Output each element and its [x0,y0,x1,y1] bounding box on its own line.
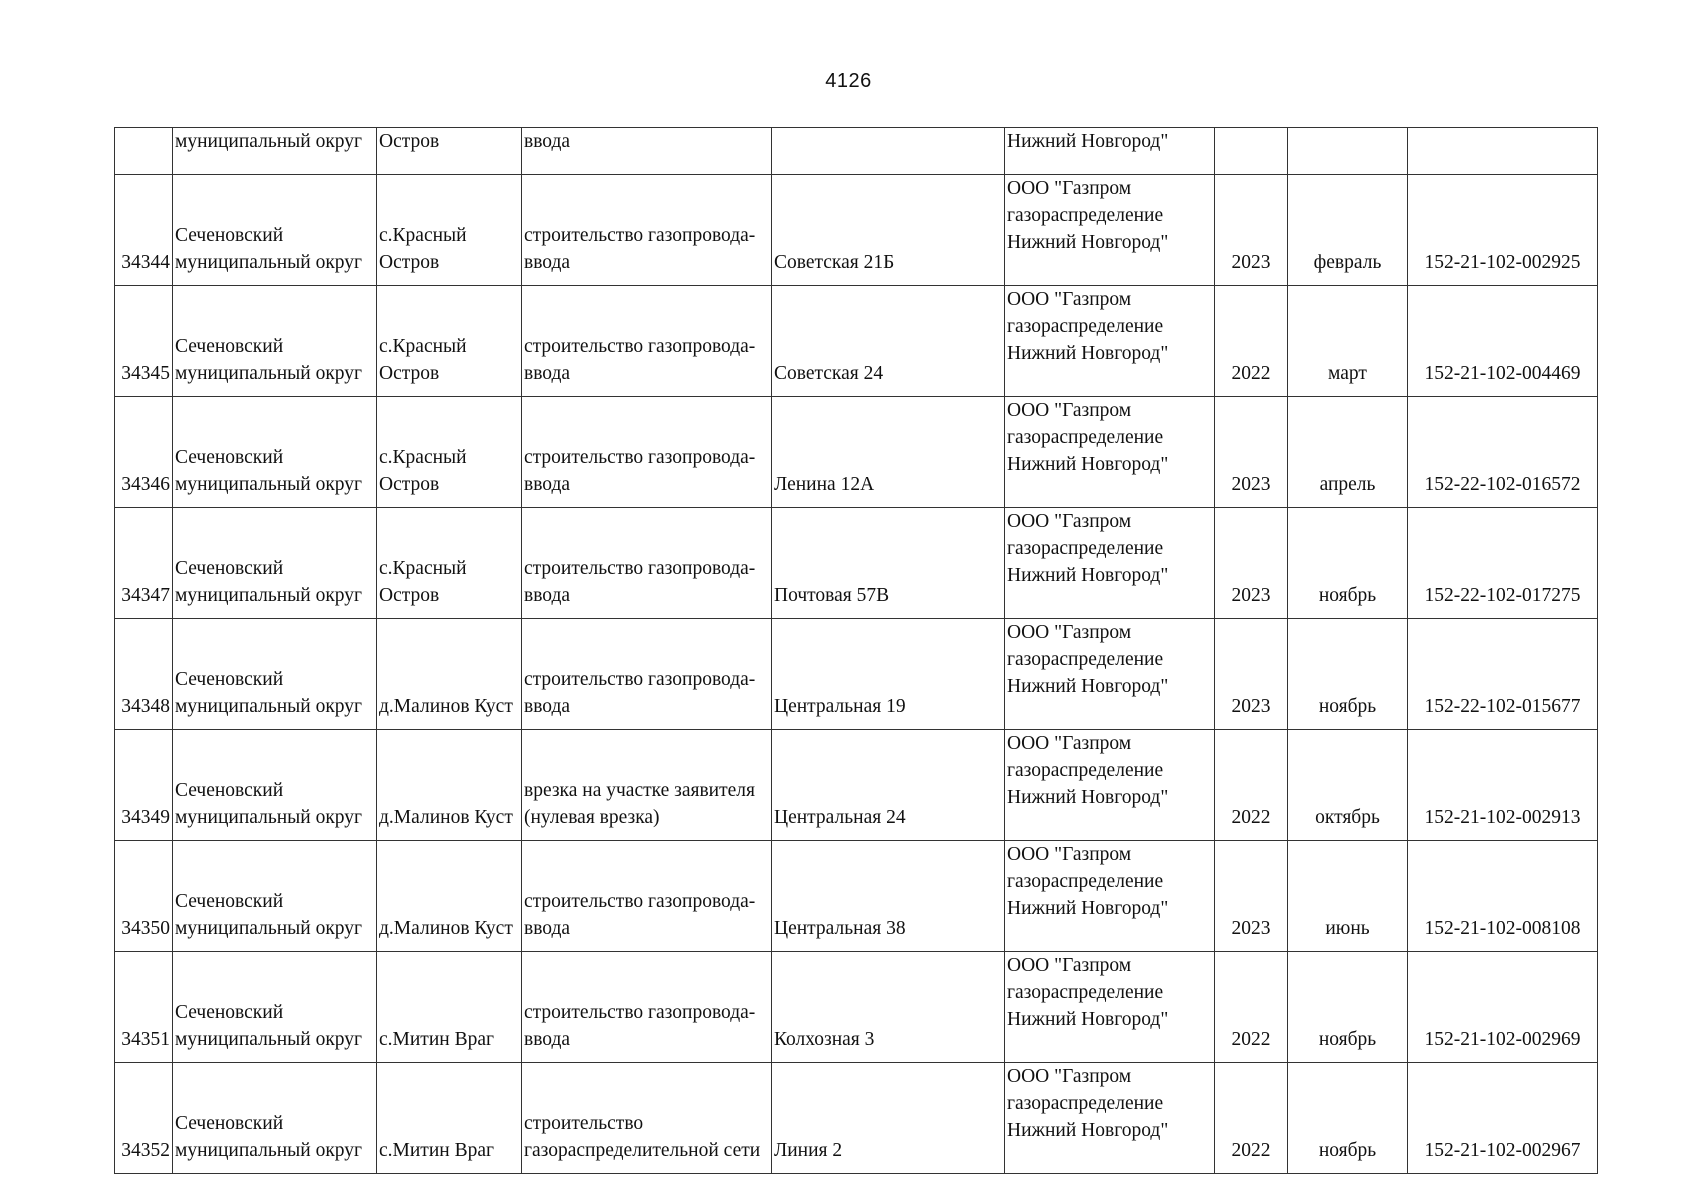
month-cell: апрель [1288,397,1408,508]
organization-cell: ООО "Газпром газораспределение Нижний Новгород" [1005,730,1215,841]
table-row [115,841,1598,952]
table-row [115,730,1598,841]
year-cell: 2022 [1215,952,1288,1063]
district-cell: Сеченовский муниципальный округ [173,286,377,397]
work-type-cell: строительство газопровода- ввода [522,952,772,1063]
month-cell [1288,128,1408,175]
settlement-cell: д.Малинов Куст [377,841,522,952]
settlement-cell: д.Малинов Куст [377,619,522,730]
organization-cell: ООО "Газпром газораспределение Нижний Новгород" [1005,397,1215,508]
settlement-cell: д.Малинов Куст [377,730,522,841]
organization-cell: ООО "Газпром газораспределение Нижний Новгород" [1005,175,1215,286]
work-type-cell: строительство газопровода- ввода [522,508,772,619]
month-cell: февраль [1288,175,1408,286]
work-type-cell: строительство газораспределительной сети [522,1063,772,1174]
row-number: 34344 [115,175,173,286]
address-cell: Ленина 12А [772,397,1005,508]
address-cell: Советская 21Б [772,175,1005,286]
year-cell: 2022 [1215,286,1288,397]
work-type-cell: строительство газопровода- ввода [522,841,772,952]
work-type-cell: строительство газопровода- ввода [522,175,772,286]
district-cell: Сеченовский муниципальный округ [173,841,377,952]
settlement-cell: с.Митин Враг [377,1063,522,1174]
table-row [115,1063,1598,1174]
row-number [115,128,173,175]
address-cell: Центральная 24 [772,730,1005,841]
district-cell: Сеченовский муниципальный округ [173,397,377,508]
settlement-cell: с.Красный Остров [377,397,522,508]
registry-table [114,127,1598,1174]
row-number: 34346 [115,397,173,508]
district-cell: Сеченовский муниципальный округ [173,508,377,619]
row-number: 34345 [115,286,173,397]
table-row [115,508,1598,619]
code-cell: 152-22-102-016572 [1408,397,1598,508]
district-cell: Сеченовский муниципальный округ [173,730,377,841]
table-row [115,952,1598,1063]
table-row [115,286,1598,397]
address-cell: Колхозная 3 [772,952,1005,1063]
page-number: 4126 [825,70,872,92]
code-cell: 152-21-102-008108 [1408,841,1598,952]
address-cell: Центральная 38 [772,841,1005,952]
address-cell [772,128,1005,175]
table-row [115,175,1598,286]
code-cell: 152-22-102-015677 [1408,619,1598,730]
month-cell: октябрь [1288,730,1408,841]
settlement-cell: с.Красный Остров [377,508,522,619]
work-type-cell: строительство газопровода- ввода [522,619,772,730]
work-type-cell: ввода [522,128,772,175]
code-cell: 152-21-102-004469 [1408,286,1598,397]
month-cell: ноябрь [1288,619,1408,730]
table-row [115,128,1598,175]
settlement-cell: с.Красный Остров [377,175,522,286]
address-cell: Советская 24 [772,286,1005,397]
code-cell [1408,128,1598,175]
district-cell: Сеченовский муниципальный округ [173,952,377,1063]
month-cell: июнь [1288,841,1408,952]
row-number: 34352 [115,1063,173,1174]
address-cell: Центральная 19 [772,619,1005,730]
code-cell: 152-21-102-002969 [1408,952,1598,1063]
settlement-cell: с.Красный Остров [377,286,522,397]
year-cell: 2023 [1215,508,1288,619]
row-number: 34347 [115,508,173,619]
year-cell: 2023 [1215,175,1288,286]
code-cell: 152-22-102-017275 [1408,508,1598,619]
organization-cell: ООО "Газпром газораспределение Нижний Новгород" [1005,952,1215,1063]
settlement-cell: с.Митин Враг [377,952,522,1063]
table-row [115,619,1598,730]
organization-cell: ООО "Газпром газораспределение Нижний Новгород" [1005,619,1215,730]
organization-cell: ООО "Газпром газораспределение Нижний Новгород" [1005,508,1215,619]
district-cell: Сеченовский муниципальный округ [173,1063,377,1174]
code-cell: 152-21-102-002967 [1408,1063,1598,1174]
row-number: 34351 [115,952,173,1063]
work-type-cell: строительство газопровода- ввода [522,397,772,508]
table-row [115,397,1598,508]
organization-cell: ООО "Газпром газораспределение Нижний Новгород" [1005,286,1215,397]
address-cell: Линия 2 [772,1063,1005,1174]
year-cell: 2023 [1215,619,1288,730]
organization-cell: ООО "Газпром газораспределение Нижний Новгород" [1005,841,1215,952]
year-cell: 2022 [1215,1063,1288,1174]
district-cell: муниципальный округ [173,128,377,175]
month-cell: ноябрь [1288,508,1408,619]
code-cell: 152-21-102-002913 [1408,730,1598,841]
district-cell: Сеченовский муниципальный округ [173,175,377,286]
year-cell: 2022 [1215,730,1288,841]
organization-cell: Нижний Новгород" [1005,128,1215,175]
row-number: 34348 [115,619,173,730]
organization-cell: ООО "Газпром газораспределение Нижний Новгород" [1005,1063,1215,1174]
month-cell: ноябрь [1288,952,1408,1063]
work-type-cell: строительство газопровода- ввода [522,286,772,397]
code-cell: 152-21-102-002925 [1408,175,1598,286]
settlement-cell: Остров [377,128,522,175]
year-cell: 2023 [1215,841,1288,952]
month-cell: март [1288,286,1408,397]
work-type-cell: врезка на участке заявителя (нулевая врезка) [522,730,772,841]
row-number: 34350 [115,841,173,952]
address-cell: Почтовая 57В [772,508,1005,619]
month-cell: ноябрь [1288,1063,1408,1174]
district-cell: Сеченовский муниципальный округ [173,619,377,730]
year-cell [1215,128,1288,175]
row-number: 34349 [115,730,173,841]
year-cell: 2023 [1215,397,1288,508]
